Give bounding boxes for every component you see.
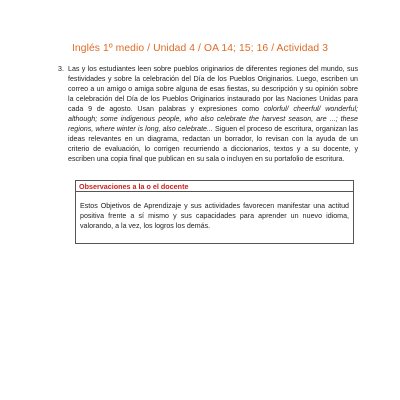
observations-title: Observaciones a la o el docente <box>76 181 353 192</box>
observations-box <box>75 180 354 244</box>
activity-item <box>58 64 359 164</box>
observations-body: Estos Objetivos de Aprendizaje y sus actividades favorecen manifestar una actitud positiva frente a sí mismo y sus capacidades para aprender un nuevo idioma, valorando, a la vez, los logros los demás. <box>80 202 349 230</box>
activity-number: 3. <box>58 65 64 73</box>
activity-text-examples: colorful/ cheerful/ wonderful; although; some indigenous people, who also celebrate the harvest season, are ...; these regions, where winter is long, also celebrate... <box>68 105 359 134</box>
activity-text-part-1: Las y los estudiantes leen sobre pueblos originarios de diferentes regiones del mundo, sus festividades y sobre la celebración del Día de los Pueblos Originarios. Luego, escriben un correo a un amigo o amiga sobre alguna de esas fiestas, su descripción y su opinión sobre la celebración del Día de los Pueblos Originarios instaurado por las Naciones Unidas para cada 9 de agosto. Usan palabras y expresiones como <box>68 65 358 114</box>
activity-text <box>68 64 358 164</box>
activity-text-part-3: Siguen el proceso de escritura, organizan las ideas relevantes en un diagrama, redactan un borrador, lo revisan con la ayuda de un criterio de evaluación, lo corrigen recurriendo a diccionarios, textos y a su docente, y escriben una copia final que publican en su sala o incluyen en su portafolio de escritura. <box>68 125 359 164</box>
page-header-title: Inglés 1º medio / Unidad 4 / OA 14; 15; 16 / Actividad 3 <box>71 43 329 54</box>
